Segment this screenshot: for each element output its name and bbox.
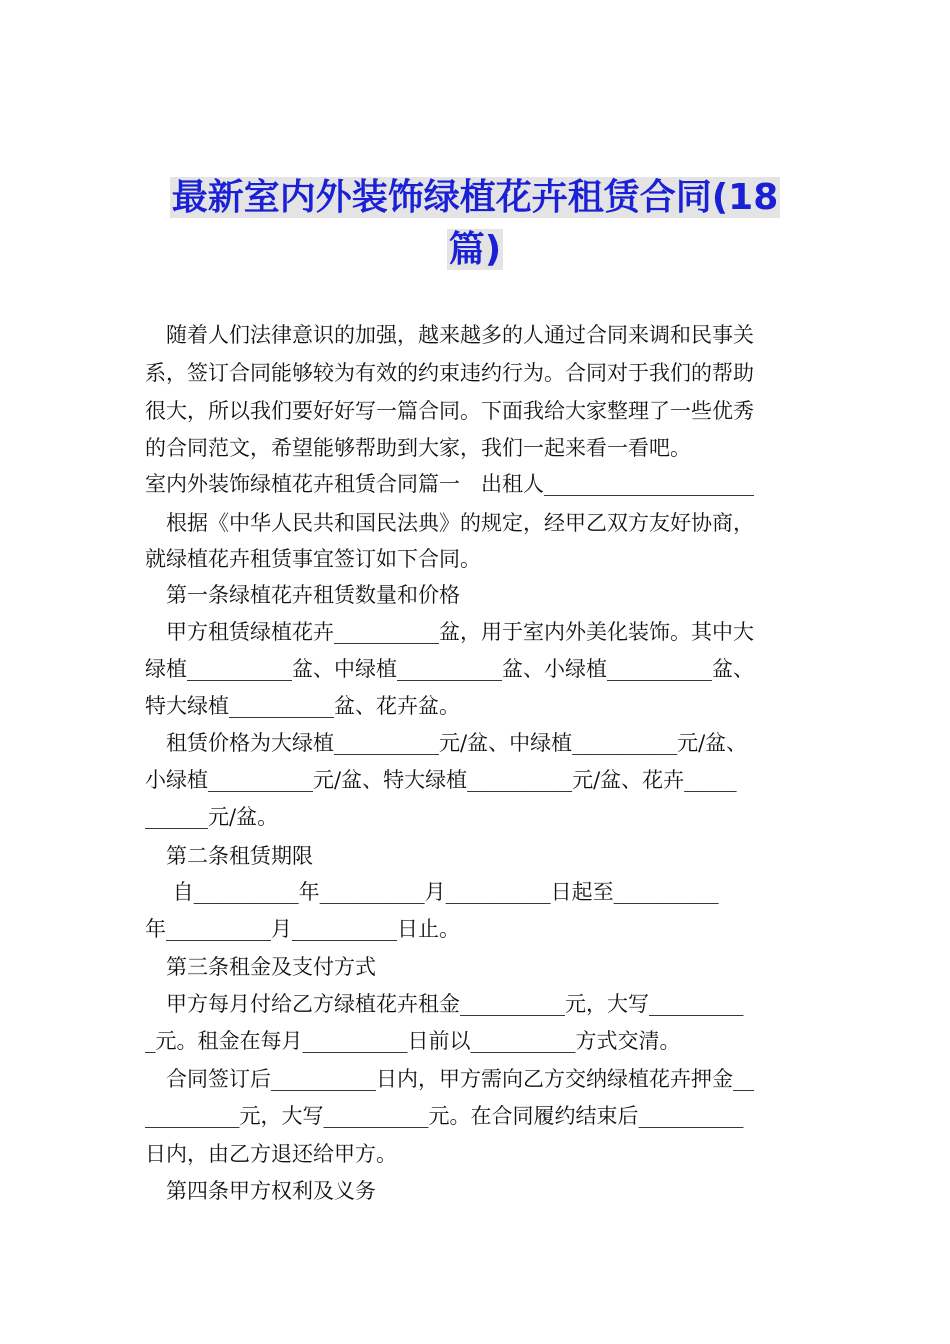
body-line: 自__________年__________月__________日起至__________ (145, 880, 719, 904)
clause-heading: 第二条租赁期限 (145, 844, 313, 868)
body-line: 很大，所以我们要好好写一篇合同。下面我给大家整理了一些优秀 (145, 399, 754, 423)
body-line: 小绿植__________元/盆、特大绿植__________元/盆、花卉_____ (145, 768, 737, 792)
body-line: _________元，大写__________元。在合同履约结束后__________ (145, 1104, 744, 1128)
body-line: 绿植__________盆、中绿植__________盆、小绿植__________盆、 (145, 657, 754, 681)
body-line: 合同签订后__________日内，甲方需向乙方交纳绿植花卉押金__ (145, 1067, 754, 1091)
body-line: _元。租金在每月__________日前以__________方式交清。 (145, 1029, 681, 1053)
clause-heading: 第四条甲方权利及义务 (145, 1179, 376, 1203)
clause-heading: 第一条绿植花卉租赁数量和价格 (145, 583, 460, 607)
clause-heading: 第三条租金及支付方式 (145, 955, 376, 979)
title-line-1: 最新室内外装饰绿植花卉租赁合同(18 (171, 177, 779, 218)
body-line: 随着人们法律意识的加强，越来越多的人通过合同来调和民事关 (145, 323, 754, 347)
body-line: 系，签订合同能够较为有效的约束违约行为。合同对于我们的帮助 (145, 361, 754, 385)
body-line: 租赁价格为大绿植__________元/盆、中绿植__________元/盆、 (145, 731, 748, 755)
body-line: ______元/盆。 (145, 805, 279, 829)
body-line: 年__________月__________日止。 (145, 917, 460, 941)
body-line: 甲方每月付给乙方绿植花卉租金__________元，大写_________ (145, 992, 744, 1016)
body-line: 特大绿植__________盆、花卉盆。 (145, 694, 460, 718)
document-title (140, 172, 810, 276)
section-heading-line: 室内外装饰绿植花卉租赁合同篇一 出租人____________________ (145, 472, 754, 496)
body-line: 根据《中华人民共和国民法典》的规定，经甲乙双方友好协商， (145, 511, 754, 535)
body-line: 的合同范文，希望能够帮助到大家，我们一起来看一看吧。 (145, 436, 691, 460)
body-line: 日内，由乙方退还给甲方。 (145, 1142, 397, 1166)
body-line: 甲方租赁绿植花卉__________盆，用于室内外美化装饰。其中大 (145, 620, 754, 644)
body-line: 就绿植花卉租赁事宜签订如下合同。 (145, 547, 481, 571)
title-line-2: 篇) (448, 229, 502, 270)
